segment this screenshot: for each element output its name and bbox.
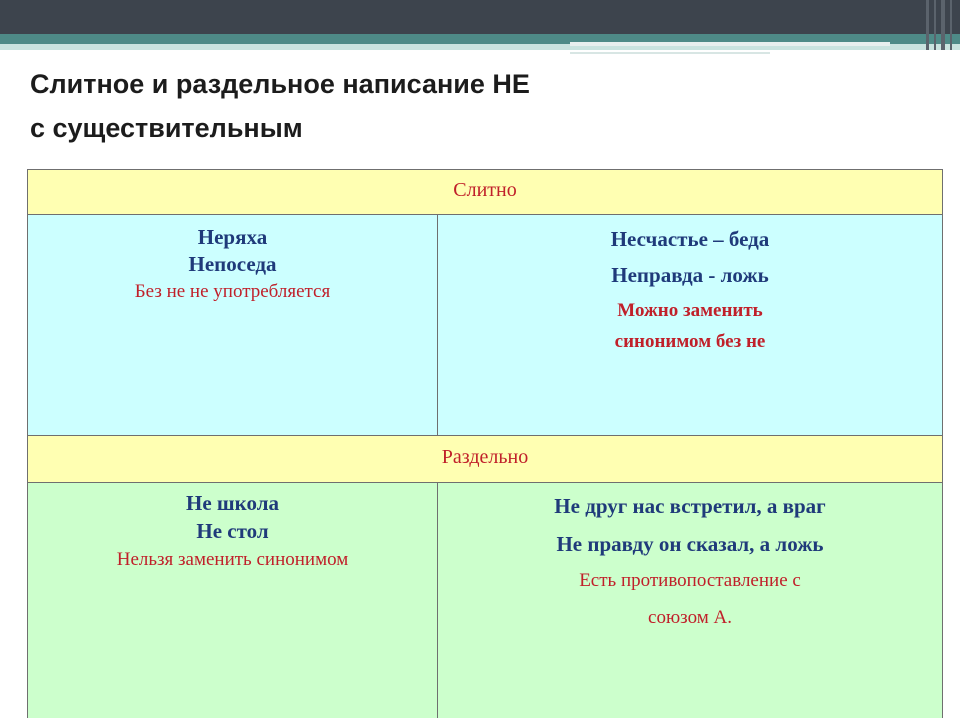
title-line-2: с существительным xyxy=(30,113,303,143)
banner-accent-line xyxy=(570,52,770,54)
example-word: Не стол xyxy=(196,519,269,543)
rules-table xyxy=(27,169,943,718)
rule-text: Нельзя заменить синонимом xyxy=(116,549,349,570)
banner-stripe xyxy=(950,0,952,50)
page-title xyxy=(30,62,530,150)
separate-left-cell xyxy=(28,483,438,718)
section-header-together: Слитно xyxy=(28,169,942,215)
banner-accent-line xyxy=(570,42,890,46)
together-left-cell xyxy=(28,215,438,435)
example-phrase: Не друг нас встретил, а враг xyxy=(554,494,826,518)
example-phrase: Не правду он сказал, а ложь xyxy=(556,532,824,556)
example-phrase: Неправда - ложь xyxy=(611,263,769,287)
example-word: Непоседа xyxy=(188,252,277,276)
title-line-1: Слитное и раздельное написание НЕ xyxy=(30,69,530,99)
rule-text: синонимом без не xyxy=(614,331,766,352)
together-right-cell xyxy=(438,215,942,435)
banner-stripe xyxy=(941,0,945,50)
banner-dark-band xyxy=(0,0,960,34)
rule-text: Есть противопоставление с xyxy=(579,570,801,591)
rule-text: Можно заменить xyxy=(617,300,763,321)
decorative-banner xyxy=(0,0,960,60)
rule-text: союзом А. xyxy=(648,607,732,628)
section-header-separate: Раздельно xyxy=(28,435,942,483)
example-word: Неряха xyxy=(197,225,268,249)
banner-stripe xyxy=(934,0,936,50)
rule-text: Без не не употребляется xyxy=(134,281,331,302)
example-phrase: Несчастье – беда xyxy=(610,227,770,251)
example-word: Не школа xyxy=(186,491,279,515)
banner-stripe xyxy=(926,0,929,50)
separate-right-cell xyxy=(438,483,942,718)
